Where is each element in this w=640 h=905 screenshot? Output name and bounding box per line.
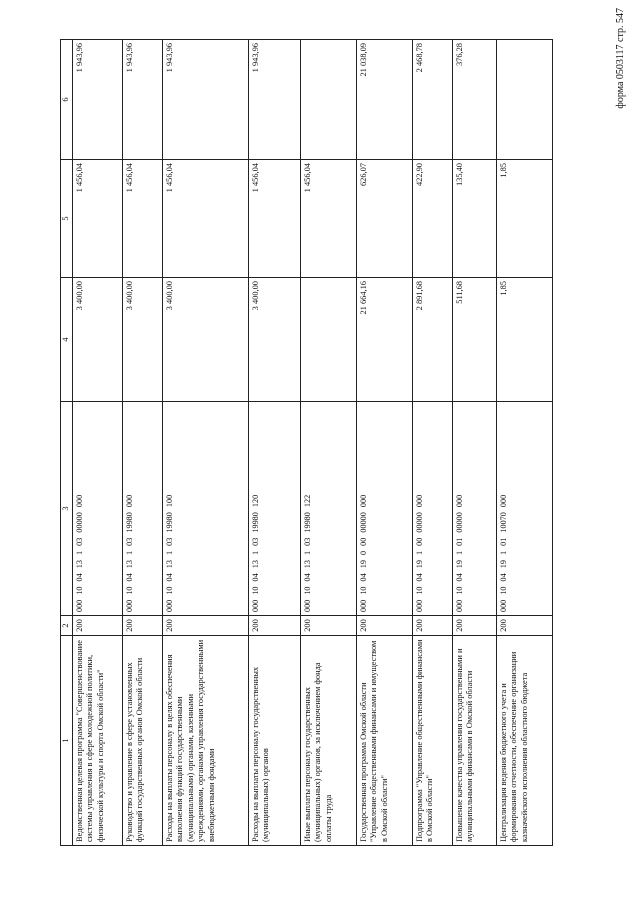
table-row <box>356 40 412 846</box>
executed-amount: 1 456,04 <box>72 160 122 278</box>
executed-amount: 1 456,04 <box>122 160 162 278</box>
unexecuted-amount: 376,28 <box>452 40 496 160</box>
executed-amount: 135,40 <box>452 160 496 278</box>
budget-classification-code: 000 10 04 13 1 03 19980 000 <box>122 402 162 616</box>
budget-table <box>60 39 553 846</box>
row-name: Руководство и управление в сфере установленных функций государственных органов Омской области <box>122 636 162 846</box>
column-header: 2 <box>61 616 73 636</box>
budget-classification-code: 000 10 04 13 1 03 19980 100 <box>162 402 248 616</box>
row-name: Повышение качества управления государственными и муниципальными финансами в Омской области <box>452 636 496 846</box>
line-code: 200 <box>496 616 552 636</box>
column-header: 5 <box>61 160 73 278</box>
row-name: Иные выплаты персоналу государственных (муниципальных) органов, за исключением фонда оплаты труда <box>300 636 356 846</box>
table-row <box>122 40 162 846</box>
line-code: 200 <box>356 616 412 636</box>
table-row <box>162 40 248 846</box>
executed-amount: 1 456,04 <box>300 160 356 278</box>
line-code: 200 <box>412 616 452 636</box>
budget-classification-code: 000 10 04 13 1 03 00000 000 <box>72 402 122 616</box>
approved-amount: 3 400,00 <box>162 278 248 402</box>
executed-amount: 1,85 <box>496 160 552 278</box>
unexecuted-amount: 1 943,96 <box>248 40 300 160</box>
row-name: Государственная программа Омской области "Управление общественными финансами и имуществом в Омской области" <box>356 636 412 846</box>
executed-amount: 626,07 <box>356 160 412 278</box>
unexecuted-amount: 21 038,09 <box>356 40 412 160</box>
table-row <box>72 40 122 846</box>
line-code: 200 <box>248 616 300 636</box>
column-number-header-row <box>61 40 73 846</box>
line-code: 200 <box>162 616 248 636</box>
row-name: Централизация ведения бюджетного учета и формирования отчетности, обеспечение организации казначейского исполнения областного бюджета <box>496 636 552 846</box>
approved-amount <box>300 278 356 402</box>
unexecuted-amount <box>496 40 552 160</box>
column-header: 1 <box>61 636 73 846</box>
table-row <box>248 40 300 846</box>
row-name: Расходы на выплаты персоналу государственных (муниципальных) органов <box>248 636 300 846</box>
approved-amount: 1,85 <box>496 278 552 402</box>
column-header: 4 <box>61 278 73 402</box>
budget-classification-code: 000 10 04 13 1 03 19980 120 <box>248 402 300 616</box>
budget-classification-code: 000 10 04 19 1 01 10070 000 <box>496 402 552 616</box>
row-name: Расходы на выплаты персоналу в целях обеспечения выполнения функций государственными (муниципальными) органами, казенными учреждениями, органами управления государственными внебюджетными фондами <box>162 636 248 846</box>
budget-classification-code: 000 10 04 19 1 00 00000 000 <box>412 402 452 616</box>
approved-amount: 2 891,68 <box>412 278 452 402</box>
approved-amount: 3 400,00 <box>122 278 162 402</box>
budget-classification-code: 000 10 04 19 1 01 00000 000 <box>452 402 496 616</box>
table-row <box>496 40 552 846</box>
budget-classification-code: 000 10 04 19 0 00 00000 000 <box>356 402 412 616</box>
row-name: Ведомственная целевая программа "Совершенствование системы управления в сфере молодежной политики, физической культуры и спорта Омской области" <box>72 636 122 846</box>
column-header: 3 <box>61 402 73 616</box>
unexecuted-amount <box>300 40 356 160</box>
approved-amount: 511,68 <box>452 278 496 402</box>
line-code: 200 <box>72 616 122 636</box>
line-code: 200 <box>122 616 162 636</box>
executed-amount: 1 456,04 <box>162 160 248 278</box>
column-header: 6 <box>61 40 73 160</box>
table-row <box>452 40 496 846</box>
budget-classification-code: 000 10 04 13 1 03 19980 122 <box>300 402 356 616</box>
unexecuted-amount: 2 468,78 <box>412 40 452 160</box>
approved-amount: 21 664,16 <box>356 278 412 402</box>
executed-amount: 1 456,04 <box>248 160 300 278</box>
approved-amount: 3 400,00 <box>248 278 300 402</box>
executed-amount: 422,90 <box>412 160 452 278</box>
report-sheet <box>60 40 640 842</box>
unexecuted-amount: 1 943,96 <box>162 40 248 160</box>
unexecuted-amount: 1 943,96 <box>122 40 162 160</box>
line-code: 200 <box>300 616 356 636</box>
unexecuted-amount: 1 943,96 <box>72 40 122 160</box>
row-name: Подпрограмма "Управление общественными финансами в Омской области" <box>412 636 452 846</box>
table-row <box>300 40 356 846</box>
table-row <box>412 40 452 846</box>
line-code: 200 <box>452 616 496 636</box>
form-number-label: форма 0503117 стр. 547 <box>615 8 626 109</box>
approved-amount: 3 400,00 <box>72 278 122 402</box>
